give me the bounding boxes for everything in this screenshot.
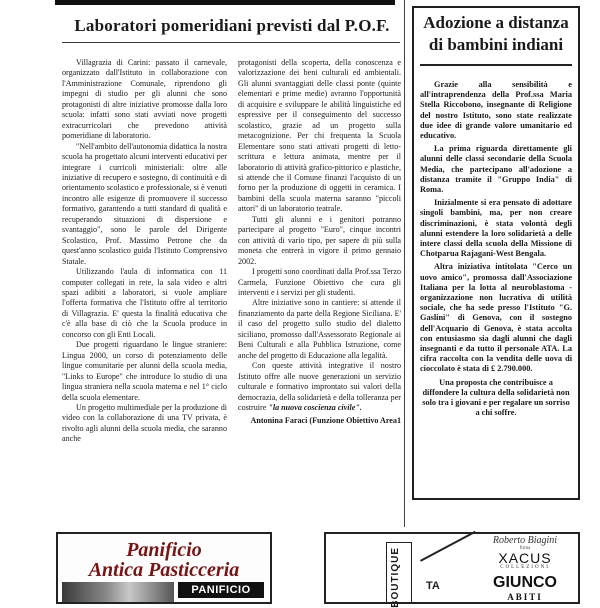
bakery-tag: PANIFICIO	[178, 582, 264, 598]
bakery-ad-subheading: Antica Pasticceria	[88, 559, 240, 581]
top-rule	[55, 0, 395, 5]
paragraph: La prima riguarda direttamente gli alunni delle classi secondarie della Scuola Media, che partecipano all'adozione a distanza tramite il "Gruppo India" di Roma.	[420, 144, 572, 195]
brand-abiti: ABITI	[507, 592, 543, 602]
boutique-partial-text: TA	[426, 580, 440, 592]
boutique-sign	[386, 542, 412, 608]
main-article-column-2	[238, 58, 401, 580]
main-article-title: Laboratori pomeridiani previsti dal P.O.F.	[74, 16, 390, 35]
paragraph: Utilizzando l'aula di informatica con 11 computer collegati in rete, la sala video e altri spazi adibiti a laboratori, si vuole ampliare l'offerta formativa che l'Istituto offre al territorio di Villagrazia. E' questa la finalità educativa che c'è alla base di ciò che la Scuola produce in concorso con gli Enti Locali.	[62, 267, 227, 339]
box-article-body	[420, 80, 572, 492]
paragraph	[238, 361, 401, 413]
column-divider	[404, 0, 405, 527]
boutique-label: BOUTIQUE	[390, 547, 401, 608]
main-title-rule	[62, 42, 400, 43]
brand-giunco: GIUNCO	[493, 574, 557, 591]
paragraph: Un progetto multimediale per la produzione di video con la collaborazione di una TV privata, è rivolto agli alunni della scuola media, che saranno anche	[62, 402, 227, 444]
paragraph: Tutti gli alunni e i genitori potranno partecipare al progetto "Euro", cinque incontri con attività di vario tipo, per sapere di più sulla moneta che entrerà in vigore il primo gennaio 2002.	[238, 214, 401, 266]
paragraph: Grazie alla sensibilità e all'intraprendenza della Prof.ssa Maria Stella Riccobono, insegnante di Religione del nostro Istituto, sono state realizzate due idee di grande valore umanitario ed educativo.	[420, 80, 572, 141]
brand-roberto-biagini: Roberto Biagini	[492, 535, 558, 546]
main-article-column-1	[62, 58, 227, 580]
paragraph: Inizialmente si era pensato di adottare singoli bambini, ma, per non creare discriminazioni, è stata volontà degli alunni estendere la loro solidarietà a delle intere classi della scuola della Missione di Chotparua Rajagani-West Bengala.	[420, 198, 572, 259]
brand-xacus-sub: COLLEZIONI	[500, 565, 550, 570]
brand-roberto-biagini-sub: firma	[519, 546, 531, 551]
paragraph: Altre iniziative sono in cantiere: si attende il finanziamento da parte della Regione Siciliana. E' il caso del progetto sullo studio del dialetto siciliano, promosso dall'Assessorato Regionale ai Beni Culturali e alla Pubblica Istruzione, come anche del progetto di Educazione alla legalità.	[238, 298, 401, 360]
paragraph-text: Con queste attività integrative il nostro Istituto offre alle nuove generazioni un servizio culturale e formativo improntato sui valori della democrazia, della solidarietà e della tolleranza per costruire	[238, 361, 401, 412]
paragraph: "Nell'ambito dell'autonomia didattica la nostra scuola ha progettato alcuni interventi educativi per integrare i curricoli ministeriali: oltre alle iniziative di recupero e sostegno, di continuità e di orientamento scolastico e professionale, si è venuti incontro alle esigenze di promuovere il successo formativo, garantendo a tutti standard di qualità e recuperando situazioni di dispersione e svantaggio", sono le parole del Dirigente Scolastico, Prof. Massimo Petrone che da quest'anno scolastico guida l'Istituto Comprensivo Statale.	[62, 141, 227, 266]
paragraph: protagonisti della scoperta, della conoscenza e valorizzazione dei beni culturali ed ambientali. Gli alunni svantaggiati delle classi ponte (quinte elementari e prime medie) avranno l'opportunità di acquisire e sviluppare le abilità linguistiche ed espressive per il conseguimento del successo scolastico, grazie ad un progetto sulla metacognizione. Per chi frequenta la Scuola Elementare sono stati attivati progetti di letto-scrittura e lettura animata, mentre per il laboratorio di attività grafico-pittorico e plastiche, si attende che il Comune finanzi l'acquisto di un forno per la produzione di oggetti in ceramica. I bambini della scuola materna saranno "piccoli attori" di un laboratorio teatrale.	[238, 58, 401, 214]
brand-xacus: XACUS	[498, 550, 552, 566]
bakery-photo	[62, 582, 174, 602]
box-article-title	[412, 12, 580, 56]
paragraph: Due progetti riguardano le lingue straniere: Lingua 2000, un corso di potenziamento delle lingue comunitarie per alunni della scuola media, "Links to Europe" che introduce lo studio di una lingua straniera nella scuola materna e nel 1° ciclo della scuola elementare.	[62, 340, 227, 402]
bakery-ad-heading: Panificio	[126, 539, 202, 561]
emphasis-quote: "la nuova coscienza civile".	[268, 402, 362, 412]
paragraph: Villagrazia di Carini: passato il carnevale, organizzato dall'Istituto in collaborazione con l'Amministrazione Comunale, riprendono gli impegni di studio per gli alunni che sono protagonisti di altre iniziative promosse dalla loro scuola: infatti sono stati avviati nove progetti extracurricolari che prevedono attività pomeridiane di laboratorio.	[62, 58, 227, 141]
closing-paragraph: Una proposta che contribuisce a diffondere la cultura della solidarietà non solo tra i giovani e per regalare un sorriso a chi soffre.	[422, 377, 570, 418]
paragraph: Altra iniziativa intitolata "Cerco un uovo amico", promossa dall'Associazione Italiana per la lotta al neuroblastoma - organizzazione non lucrativa di utilità sociale, che ha sede presso l'Istituto "G. Gaslini" di Genova, con il sostegno dell'Acquario di Genova, è stata accolta con entusiasmo sia dagli alunni che dagli insegnanti e da tutto il personale ATA. La cifra raccolta con la vendita delle uova di cioccolato è stata di £ 2.790.000.	[420, 262, 572, 374]
box-title-line-2: di bambini indiani	[428, 35, 564, 54]
box-title-rule	[420, 64, 572, 66]
article-signature: Antonina Faraci (Funzione Obiettivo Area1	[250, 416, 401, 426]
paragraph: I progetti sono coordinati dalla Prof.ssa Terzo Carmela, Funzione Obiettivo che cura gli interventi e i servizi per gli studenti.	[238, 267, 401, 297]
box-title-line-1: Adozione a distanza	[423, 13, 569, 32]
